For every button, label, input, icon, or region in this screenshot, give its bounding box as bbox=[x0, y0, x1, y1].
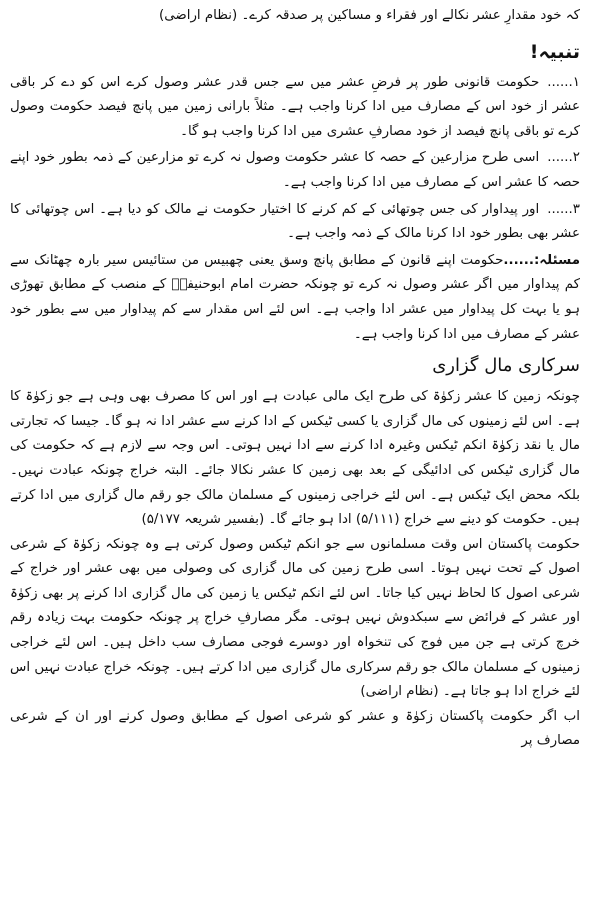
paragraph-3: اب اگر حکومت پاکستان زکوٰۃ و عشر کو شرعی اصول کے مطابق وصول کرنے اور ان کے شرعی مصارف پر bbox=[10, 708, 580, 749]
note-3-text: اور پیداوار کی جس چوتھائی کے کم کرنے کا اختیار حکومت نے مالک کو دیا ہے۔ اس چوتھائی کا عشر بھی بطور خود ادا کرنا مالک کے ذمہ واجب ہے۔ bbox=[10, 201, 580, 242]
note-1-text: حکومت قانونی طور پر فرضِ عشر میں سے جس قدر عشر وصول کرے اس کو دے کر باقی عشر از خود اس کے مصارف میں ادا کرنا واجب ہے۔ مثلاً بارانی زمین میں پانچ فیصد حکومت وصول کرے تو باقی پانچ فیصد از خود مصارفِ عشری میں ادا کرنا واجب ہو گا۔ bbox=[10, 74, 580, 139]
paragraph-1: چونکہ زمین کا عشر زکوٰۃ کی طرح ایک مالی عبادت ہے اور اس کا مصرف بھی وہی ہے جو زکوٰۃ کا ہے۔ اس لئے زمینوں کی مال گزاری یا کسی ٹیکس کے ادا کرنے سے عشر ادا نہ ہو گا۔ جیسا کہ تجارتی مال یا نقد زکوٰۃ انکم ٹیکس وغیرہ ادا کرنے سے ادا نہیں ہوتی۔ اس وجہ سے لازم ہے کہ حکومت کی مال گزاری ٹیکس کی ادائیگی کے بعد بھی زمین کا عشر نکالا جائے۔ البتہ خراج چونکہ عبادت نہیں۔ بلکہ محض ایک ٹیکس ہے۔ اس لئے خراجی زمینوں کے مسلمان مالک جو رقم مال گزاری میں ادا کرتے ہیں۔ حکومت کو دینے سے خراج (۵/۱۱۱) ادا ہو جائے گا۔ (بفسیر شریعہ ۵/۱۷۷) bbox=[10, 389, 580, 528]
section-heading-mal-guzari: سرکاری مال گزاری bbox=[432, 355, 580, 377]
masala-paragraph bbox=[10, 249, 580, 347]
paragraph-2: حکومت پاکستان اس وقت مسلمانوں سے جو انکم ٹیکس وصول کرتی ہے وہ چونکہ زکوٰۃ کے شرعی اصول کے تحت نہیں ہوتا۔ اسی طرح زمین کی مال گزاری کی وصولی میں بھی عشر اور خراج کے شرعی اصول کا لحاظ نہیں کیا جاتا۔ اس لئے انکم ٹیکس یا زمین کی مال گزاری ادا کرنے پر بھی زکوٰۃ اور عشر کے فرائض سے سبکدوش نہیں ہوتی۔ مگر مصارفِ خراج پر چونکہ حکومت بہت زیادہ رقم خرچ کرتی ہے جن میں فوج کی تنخواہ اور دوسرے فوجی مصارف سب داخل ہیں۔ اس لئے خراجی زمینوں کے مسلمان مالک جو رقم سرکاری مال گزاری میں ادا کرتے ہیں۔ چونکہ خراج عبادت نہیں اس لئے خراج ادا ہو جاتا ہے۔ (نظام اراضی) bbox=[10, 536, 580, 700]
masala-text: حکومت اپنے قانون کے مطابق پانچ وسق یعنی چھبیس من ستائیس سیر بارہ چھٹانک سے کم پیداوار میں اگر عشر وصول نہ کرے تو چونکہ حضرت امام ابوحنیفہؒ کے منصب کے مطابق تھوڑی ہو یا بہت کل پیداوار میں عشر ادا واجب ہے۔ اس لئے اس مقدار سے کم پیداوار میں سے بطور خود عشر کے مصارف میں ادا کرنا واجب ہے۔ bbox=[10, 252, 580, 342]
note-2-number: ۲...... bbox=[547, 150, 580, 166]
intro-line: کہ خود مقدارِ عشر نکالے اور فقراء و مساکین پر صدقہ کرے۔ (نظام اراضی) bbox=[158, 8, 580, 23]
note-2 bbox=[10, 146, 580, 195]
section-heading-tanbih: تنبیہ! bbox=[529, 40, 580, 63]
note-2-text: اسی طرح مزارعین کے حصہ کا عشر حکومت وصول نہ کرے تو مزارعین کے ذمہ بطور خود اپنے حصہ کا عشر اس کے مصارف میں ادا کرنا واجب ہے۔ bbox=[10, 150, 580, 190]
note-3 bbox=[10, 198, 580, 247]
note-1 bbox=[10, 71, 580, 145]
masala-label: مسئلہ:...... bbox=[503, 252, 580, 268]
note-3-number: ۳...... bbox=[547, 201, 580, 217]
note-1-number: ۱...... bbox=[547, 74, 580, 90]
